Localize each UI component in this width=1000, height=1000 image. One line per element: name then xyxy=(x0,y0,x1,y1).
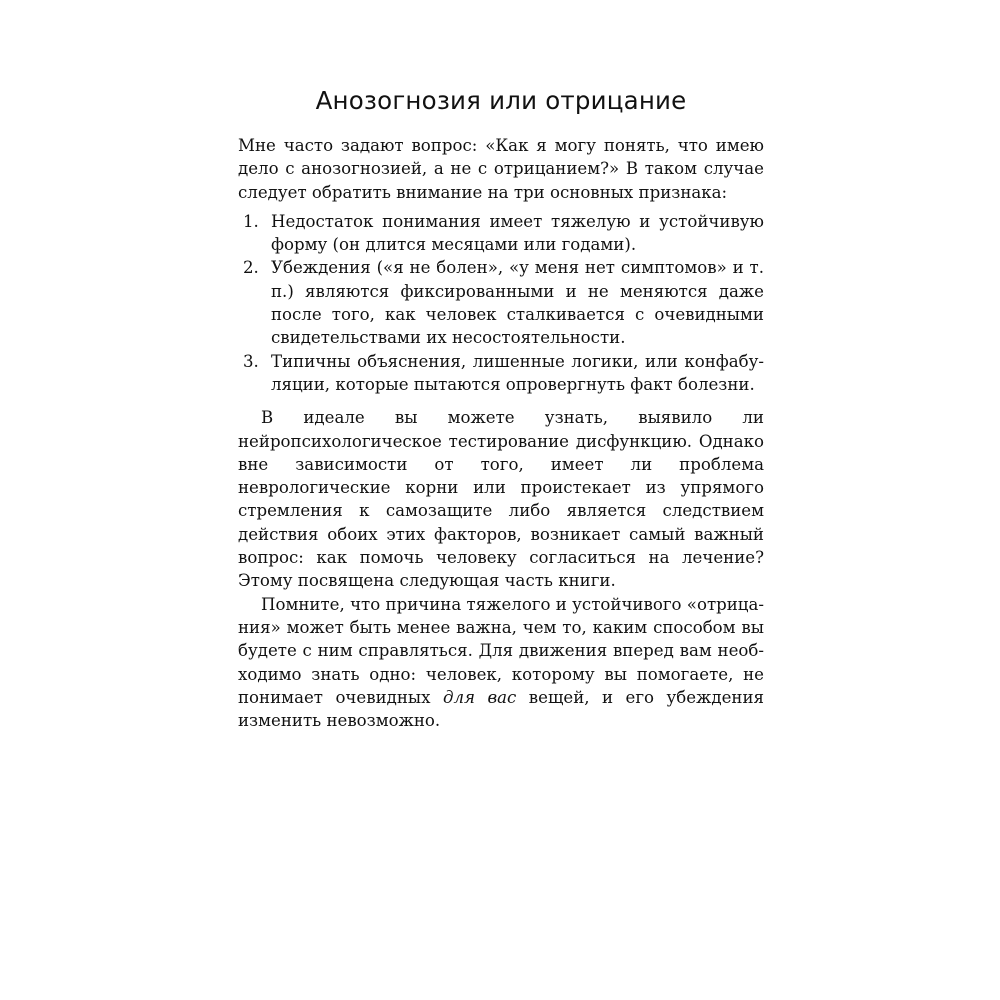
section-body xyxy=(238,134,764,732)
signs-list xyxy=(238,210,764,396)
book-page xyxy=(238,82,764,732)
intro-paragraph: Мне часто задают вопрос: «Как я могу понять, что имею дело с анозогнозией, а не с отрицанием?» В таком случае следует обратить внимание на три основных признака: xyxy=(238,136,764,202)
list-number: 2. xyxy=(243,258,259,278)
emphasis-text: для вас xyxy=(442,687,517,707)
list-number: 3. xyxy=(243,351,259,371)
list-item xyxy=(238,350,764,397)
paragraph-text-end: вещей, и его убеждения изменить невозможно. xyxy=(238,687,764,731)
list-item-text: Недостаток понимания имеет тяжелую и устойчивую форму (он длится месяцами или годами). xyxy=(271,211,764,255)
paragraph-text-start: Помните, что причина тяжелого и устойчивого «отрицания» может быть менее важна, чем то, каким способом вы будете с ним справляться. Для движения вперед вам необходимо знать одно: человек, которому вы помогаете, не понимает очевидных xyxy=(238,594,764,707)
body-paragraph-testing: В идеале вы можете узнать, выявило ли нейропсихологическое тестирование дисфункцию. Однако вне зависимости от того, имеет ли проблема неврологические корни или проистекает из упрямого стремления к самозащите либо является следствием действия обоих этих факторов, возникает самый важный вопрос: как помочь человеку согласиться на лечение? Этому посвящена следующая часть книги. xyxy=(238,408,764,591)
body-paragraph-denial xyxy=(238,593,764,733)
list-item-text: Типичны объяснения, лишенные логики, или конфабуляции, которые пытаются опровергнуть факт болезни. xyxy=(271,351,764,394)
list-item xyxy=(238,256,764,349)
section-title: Анозогнозия или отрицание xyxy=(315,86,687,115)
list-item xyxy=(238,210,764,257)
list-item-text: Убеждения («я не болен», «у меня нет симптомов» и т. п.) являются фиксированными и не меняются даже после того, как человек сталкивается с очевидными свидетельствами их несостоятельности. xyxy=(271,258,764,348)
list-number: 1. xyxy=(243,211,259,231)
